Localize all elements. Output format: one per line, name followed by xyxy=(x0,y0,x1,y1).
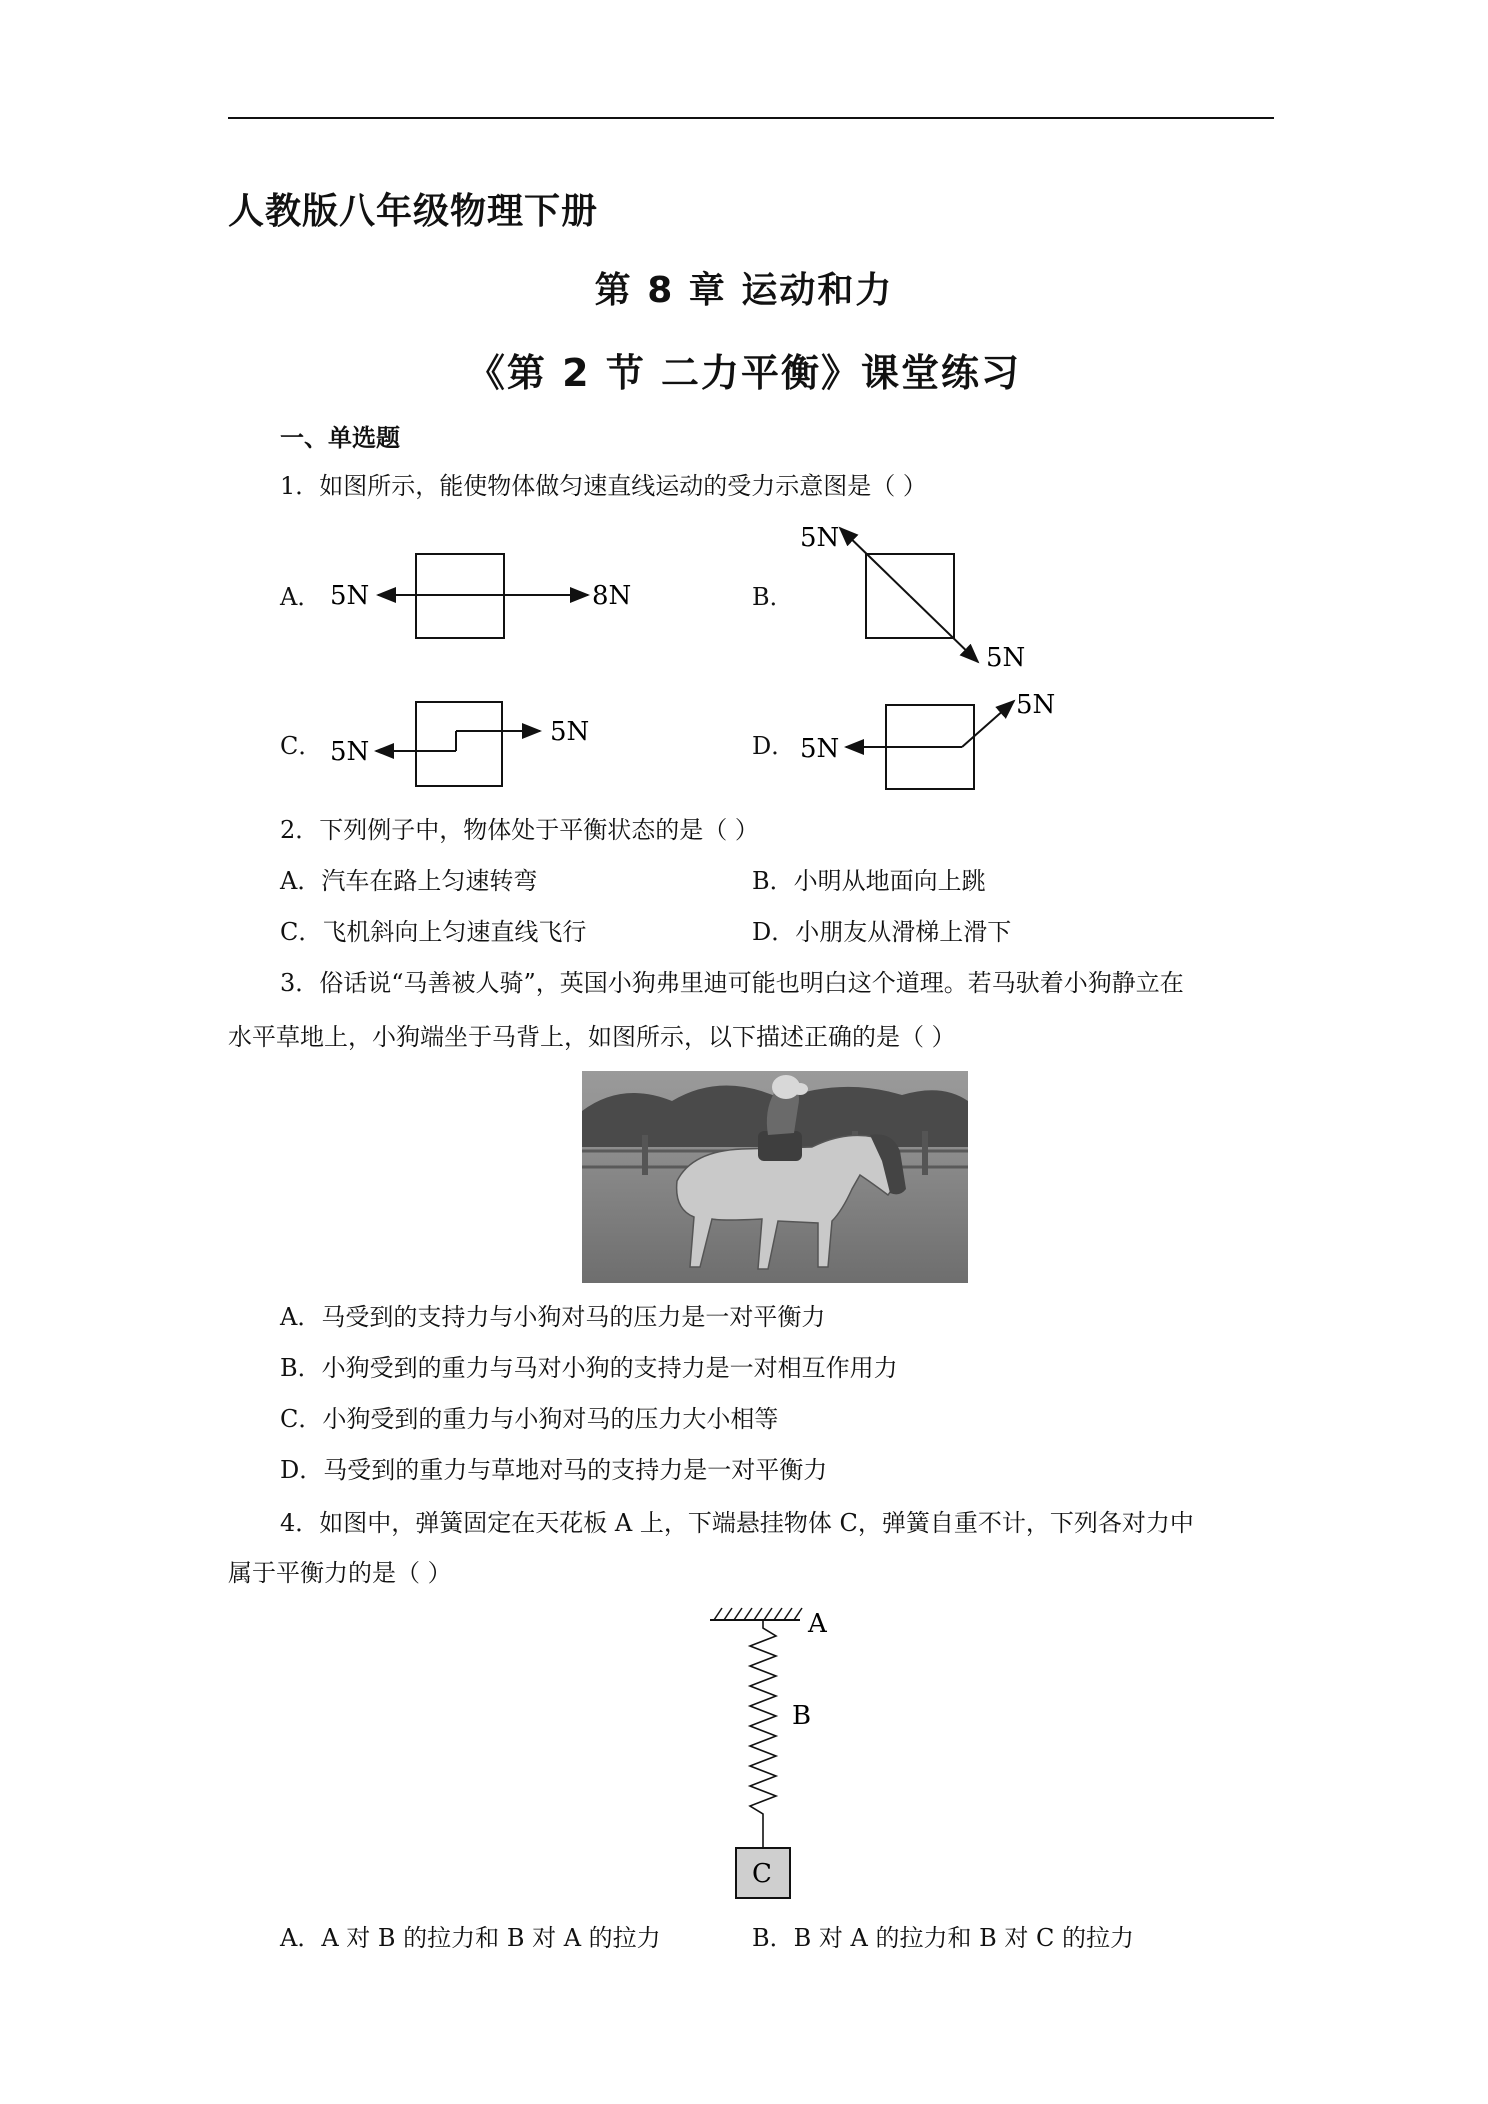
force-label-left: 5N xyxy=(330,581,370,611)
spring xyxy=(750,1620,776,1848)
question-4-stem-line1: 4．如图中，弹簧固定在天花板 A 上，下端悬挂物体 C，弹簧自重不计，下列各对力中 xyxy=(280,1509,1194,1537)
chapter-title: 第 8 章 运动和力 xyxy=(594,270,894,311)
question-4-stem-line2: 属于平衡力的是（ ） xyxy=(228,1559,452,1587)
label-a: A xyxy=(808,1609,827,1639)
book-title: 人教版八年级物理下册 xyxy=(228,191,599,232)
force-label-right: 5N xyxy=(1016,690,1056,720)
horse-dog-photo xyxy=(582,1071,968,1283)
question-1-stem: 1．如图所示，能使物体做匀速直线运动的受力示意图是（ ） xyxy=(280,472,927,500)
q3-option-a: A．马受到的支持力与小狗对马的压力是一对平衡力 xyxy=(280,1303,826,1331)
q3-option-d: D．马受到的重力与草地对马的支持力是一对平衡力 xyxy=(280,1456,828,1484)
force-arrow-up-right xyxy=(962,701,1014,747)
q1-option-c-label: C． xyxy=(280,732,323,760)
question-3-stem-line2: 水平草地上，小狗端坐于马背上，如图所示，以下描述正确的是（ ） xyxy=(228,1023,956,1051)
question-2-stem: 2．下列例子中，物体处于平衡状态的是（ ） xyxy=(280,816,759,844)
q1-option-d-diagram xyxy=(790,685,1080,805)
q1-option-b-label: B． xyxy=(752,583,794,611)
force-label-up: 5N xyxy=(800,523,840,553)
q2-option-a: A．汽车在路上匀速转弯 xyxy=(280,867,538,895)
q1-option-a-label: A． xyxy=(280,583,322,611)
q3-option-b: B．小狗受到的重力与马对小狗的支持力是一对相互作用力 xyxy=(280,1354,898,1382)
q1-option-a-diagram xyxy=(320,540,650,660)
spring-diagram xyxy=(700,1598,860,1908)
ceiling-hatch xyxy=(714,1608,802,1620)
q2-option-d: D．小朋友从滑梯上滑下 xyxy=(752,918,1012,946)
force-label-left: 5N xyxy=(330,737,370,767)
force-label-right: 5N xyxy=(550,717,590,747)
q2-option-b: B．小明从地面向上跳 xyxy=(752,867,986,895)
q1-option-d-label: D． xyxy=(752,732,796,760)
label-b: B xyxy=(792,1701,812,1731)
q4-option-a: A．A 对 B 的拉力和 B 对 A 的拉力 xyxy=(280,1924,661,1952)
q4-option-b: B．B 对 A 的拉力和 B 对 C 的拉力 xyxy=(752,1924,1135,1952)
force-arrow-up-left xyxy=(840,528,910,596)
q1-option-c-diagram xyxy=(320,690,620,800)
header-rule xyxy=(228,117,1274,119)
force-label-left: 5N xyxy=(800,734,840,764)
q2-option-c: C．飞机斜向上匀速直线飞行 xyxy=(280,918,587,946)
force-label-right: 8N xyxy=(592,581,632,611)
section-heading: 一、单选题 xyxy=(280,424,400,452)
force-label-down: 5N xyxy=(986,643,1026,673)
object-box xyxy=(416,702,502,786)
label-c: C xyxy=(752,1859,772,1889)
q3-option-c: C．小狗受到的重力与小狗对马的压力大小相等 xyxy=(280,1405,779,1433)
question-3-stem-line1: 3．俗话说“马善被人骑”，英国小狗弗里迪可能也明白这个道理。若马驮着小狗静立在 xyxy=(280,969,1184,997)
section-title: 《第 2 节 二力平衡》课堂练习 xyxy=(466,351,1022,395)
force-arrow-down-right xyxy=(910,596,978,662)
q1-option-b-diagram xyxy=(790,518,1050,678)
